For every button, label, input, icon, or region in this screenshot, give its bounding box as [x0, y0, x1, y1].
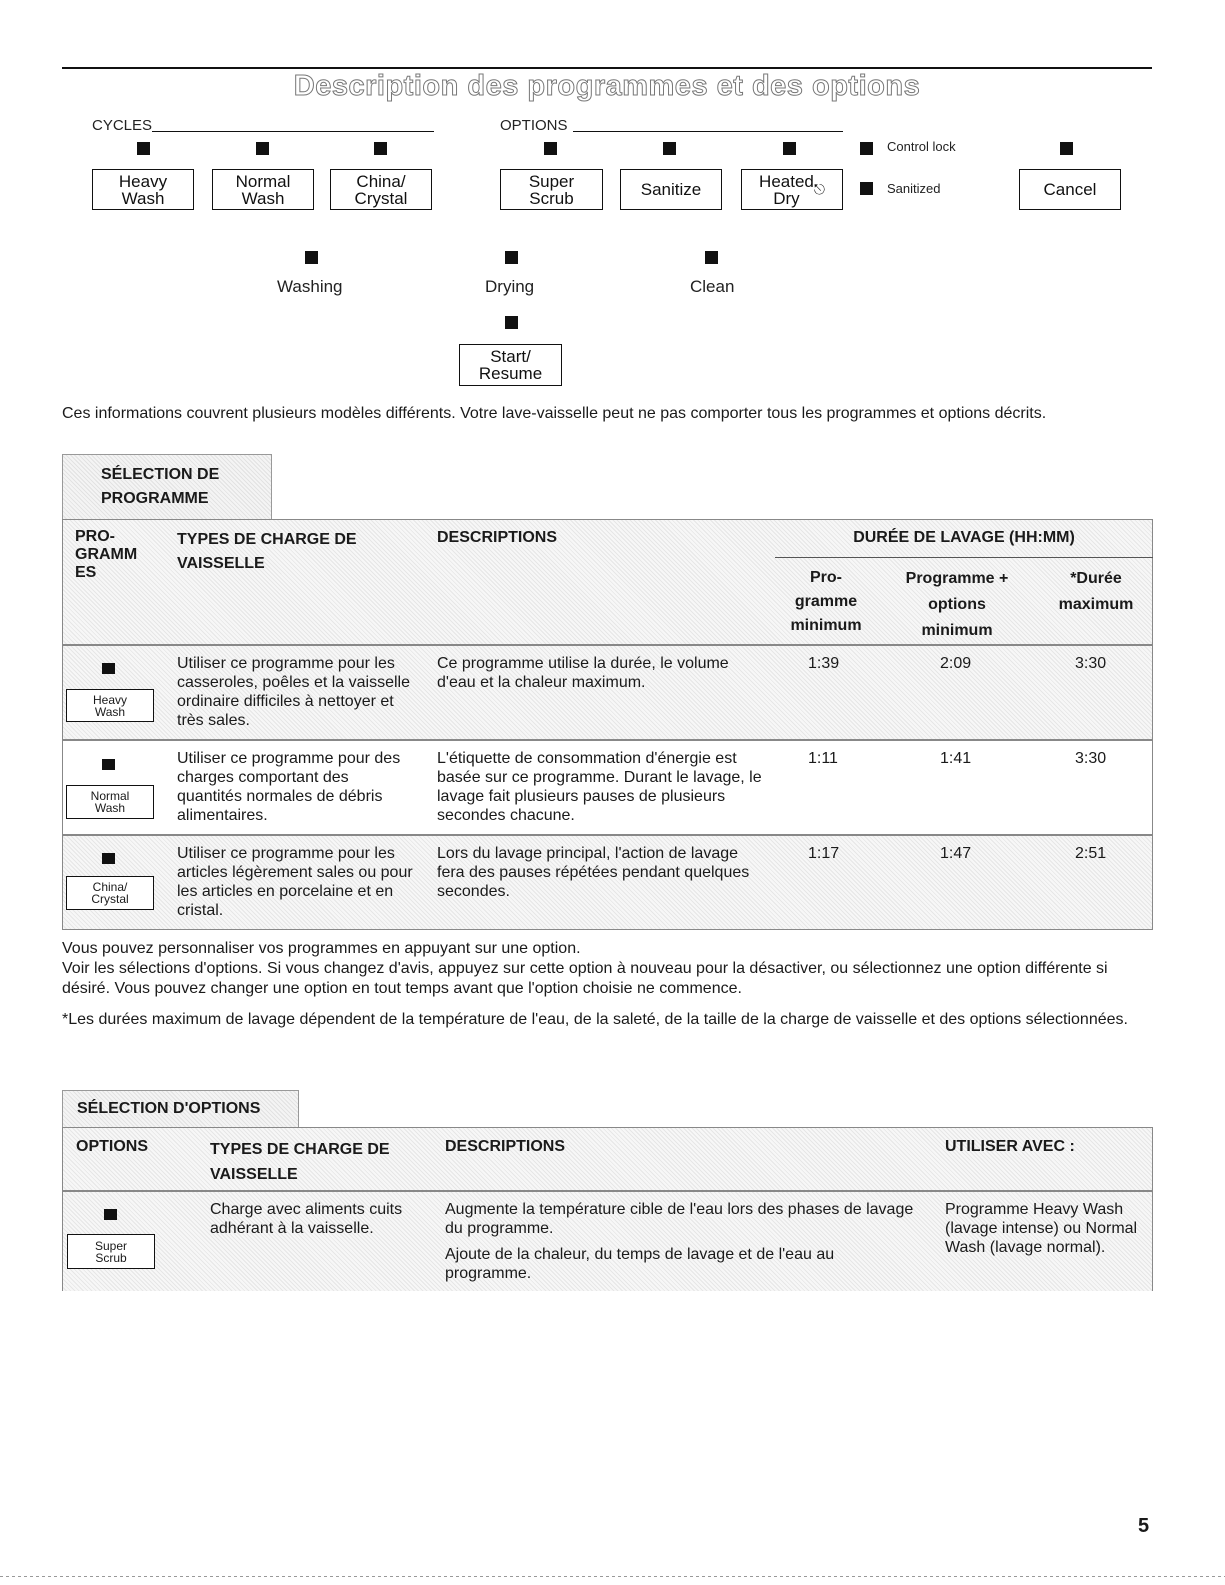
row-min: 1:39 — [808, 655, 840, 672]
super-scrub-led — [104, 1209, 117, 1220]
start-resume-button[interactable]: Start/ Resume — [459, 344, 562, 386]
header-plus-options: Programme + options minimum — [905, 570, 1009, 639]
page-number: 5 — [1138, 1515, 1150, 1537]
lock-icon: ⎋ — [813, 181, 825, 197]
china-crystal-led — [374, 142, 387, 155]
sanitize-button[interactable]: Sanitize — [620, 169, 722, 210]
options-rule — [573, 131, 843, 132]
normal-wash-led — [102, 759, 115, 770]
header-options: OPTIONS — [76, 1138, 149, 1155]
washing-label: Washing — [277, 277, 343, 296]
row-types: Utiliser ce programme pour les casseroles, poêles et la vaisselle ordinaire difficiles à nettoyer et très sales. — [177, 655, 411, 729]
china-crystal-button: China/ Crystal — [66, 876, 154, 910]
heated-dry-button[interactable] — [741, 169, 843, 210]
clean-label: Clean — [690, 277, 735, 296]
cycles-rule — [152, 131, 434, 132]
page-title: Description des programmes et des options — [293, 70, 921, 102]
cancel-led — [1060, 142, 1073, 155]
normal-wash-button: Normal Wash — [66, 785, 154, 819]
row-plus: 2:09 — [940, 655, 972, 672]
row-description: L'étiquette de consommation d'énergie est basée sur ce programme. Durant le lavage, le lavage fait plusieurs pauses de plusieurs secondes chacune. — [437, 750, 762, 824]
heavy-wash-button[interactable]: Heavy Wash — [92, 169, 194, 210]
bottom-rule — [0, 1576, 1225, 1577]
super-scrub-led — [544, 142, 557, 155]
row-plus: 1:41 — [940, 750, 972, 767]
row-plus: 1:47 — [940, 845, 972, 862]
super-scrub-button[interactable]: Super Scrub — [500, 169, 603, 210]
footnote: *Les durées maximum de lavage dépendent de la température de l'eau, de la saleté, de la taille de la charge de vaisselle et des options sélectionnées. — [62, 1011, 1128, 1028]
header-use-with: UTILISER AVEC : — [945, 1138, 1075, 1155]
duration-rule — [775, 557, 1153, 558]
row-description: Lors du lavage principal, l'action de lavage fera des pauses répétées pendant quelques secondes. — [437, 845, 750, 900]
clean-led — [705, 251, 718, 264]
intro-text: Ces informations couvrent plusieurs modèles différents. Votre lave-vaisselle peut ne pas comporter tous les programmes et options décrits. — [62, 405, 1047, 422]
china-crystal-button[interactable]: China/ Crystal — [330, 169, 432, 210]
row-description: Ajoute de la chaleur, du temps de lavage et de l'eau au programme. — [445, 1246, 835, 1282]
header-min: Pro- gramme minimum — [790, 569, 862, 634]
top-rule — [62, 67, 1152, 69]
china-crystal-led — [102, 853, 115, 864]
start-led — [505, 316, 518, 329]
paragraph: Voir les sélections d'options. Si vous changez d'avis, appuyez sur cette option à nouveau pour la désactiver, ou sélectionnez une option différente si désiré. Vous pouvez changer une option en tout temps avant que l'option choisie ne commence. — [62, 960, 1108, 997]
heated-dry-label: Heated Dry — [759, 171, 814, 208]
header-program: PRO- GRAMM ES — [75, 528, 138, 581]
header-duration: DURÉE DE LAVAGE (HH:MM) — [853, 529, 1075, 546]
options-section-tab: SÉLECTION D'OPTIONS — [62, 1090, 299, 1128]
header-descriptions: DESCRIPTIONS — [445, 1138, 566, 1155]
heated-dry-led — [783, 142, 796, 155]
cycles-label: CYCLES — [92, 117, 153, 134]
header-max: *Durée maximum — [1058, 570, 1134, 613]
super-scrub-button: Super Scrub — [67, 1234, 155, 1269]
row-types: Charge avec aliments cuits adhérant à la vaisselle. — [210, 1201, 403, 1237]
normal-wash-led — [256, 142, 269, 155]
control-lock-label: Control lock — [887, 139, 956, 154]
drying-led — [505, 251, 518, 264]
header-types: TYPES DE CHARGE DE VAISSELLE — [210, 1141, 390, 1183]
row-min: 1:17 — [808, 845, 840, 862]
normal-wash-button[interactable]: Normal Wash — [212, 169, 314, 210]
paragraph: Vous pouvez personnaliser vos programmes en appuyant sur une option. — [62, 940, 581, 957]
drying-label: Drying — [485, 277, 535, 296]
row-types: Utiliser ce programme pour des charges comportant des quantités normales de débris alimentaires. — [177, 750, 401, 824]
control-lock-led — [860, 142, 873, 155]
row-types: Utiliser ce programme pour les articles légèrement sales ou pour les articles en porcelaine et en cristal. — [177, 845, 413, 919]
sanitized-led — [860, 182, 873, 195]
header-descriptions: DESCRIPTIONS — [437, 529, 558, 546]
heavy-wash-button: Heavy Wash — [66, 689, 154, 722]
cancel-button[interactable]: Cancel — [1019, 169, 1121, 210]
header-types: TYPES DE CHARGE DE VAISSELLE — [177, 531, 357, 572]
washing-led — [305, 251, 318, 264]
row-max: 2:51 — [1075, 845, 1107, 862]
sanitized-label: Sanitized — [887, 181, 941, 196]
row-use-with: Programme Heavy Wash (lavage intense) ou Normal Wash (lavage normal). — [945, 1201, 1138, 1256]
row-max: 3:30 — [1075, 750, 1107, 767]
row-max: 3:30 — [1075, 655, 1107, 672]
row-description: Augmente la température cible de l'eau lors des phases de lavage du programme. — [445, 1201, 914, 1237]
heavy-wash-led — [102, 663, 115, 674]
cycle-section-tab: SÉLECTION DE PROGRAMME — [62, 454, 272, 520]
heavy-wash-led — [137, 142, 150, 155]
row-min: 1:11 — [808, 750, 838, 767]
row-description: Ce programme utilise la durée, le volume d'eau et la chaleur maximum. — [437, 655, 729, 691]
sanitize-led — [663, 142, 676, 155]
options-label: OPTIONS — [500, 117, 568, 134]
